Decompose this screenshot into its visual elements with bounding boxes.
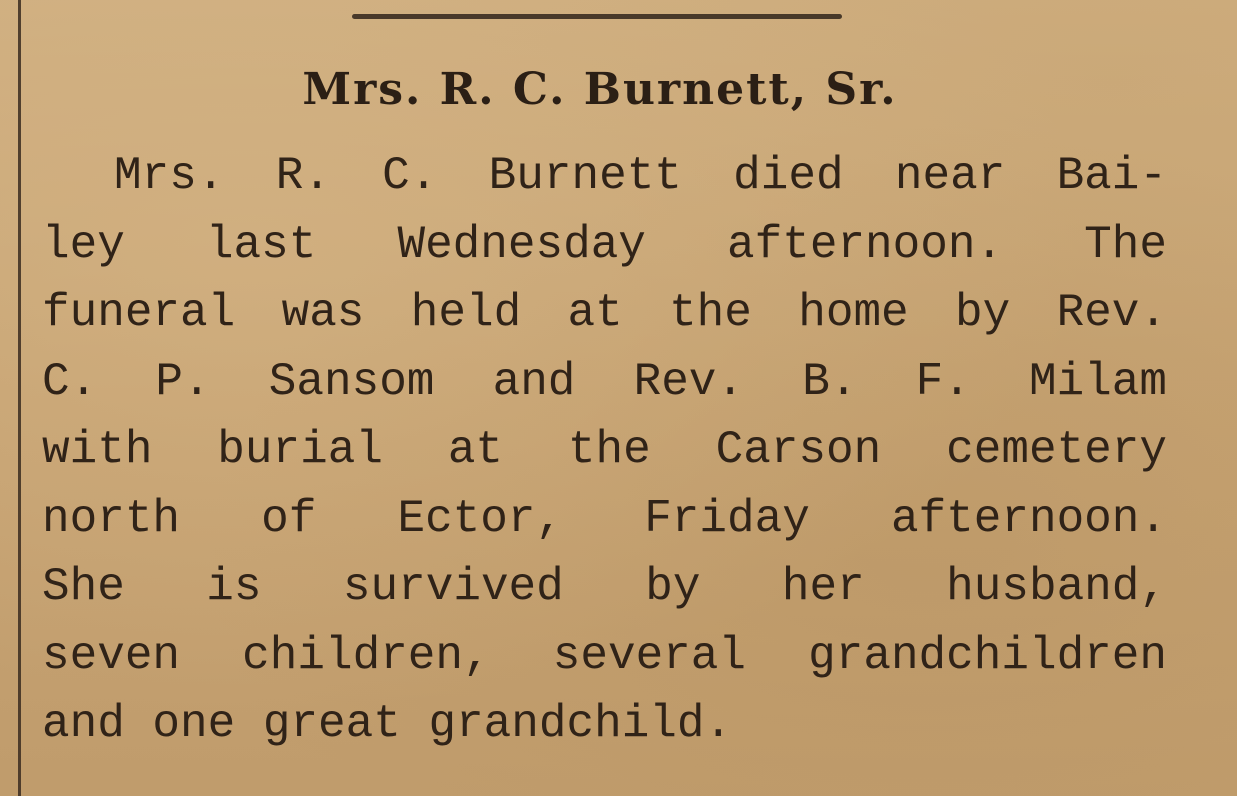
article-body [42,142,1167,759]
article-line: ley last Wednesday afternoon. The [42,218,1167,271]
column-rule [18,0,21,796]
top-divider [352,14,842,19]
article-line: funeral was held at the home by Rev. [42,287,1167,339]
article-headline: Mrs. R. C. Burnett, Sr. [302,64,898,115]
article-line: with burial at the Carson cemetery [42,424,1167,476]
article-line: Mrs. R. C. Burnett died near Bai- [114,150,1167,202]
article-line: seven children, several grandchildren [42,629,1167,682]
article-line: and one great grandchild. [42,698,733,750]
article-line: C. P. Sansom and Rev. B. F. Milam [42,355,1167,408]
article-line: She is survived by her husband, [42,561,1167,613]
article-line: north of Ector, Friday afternoon. [42,492,1167,545]
